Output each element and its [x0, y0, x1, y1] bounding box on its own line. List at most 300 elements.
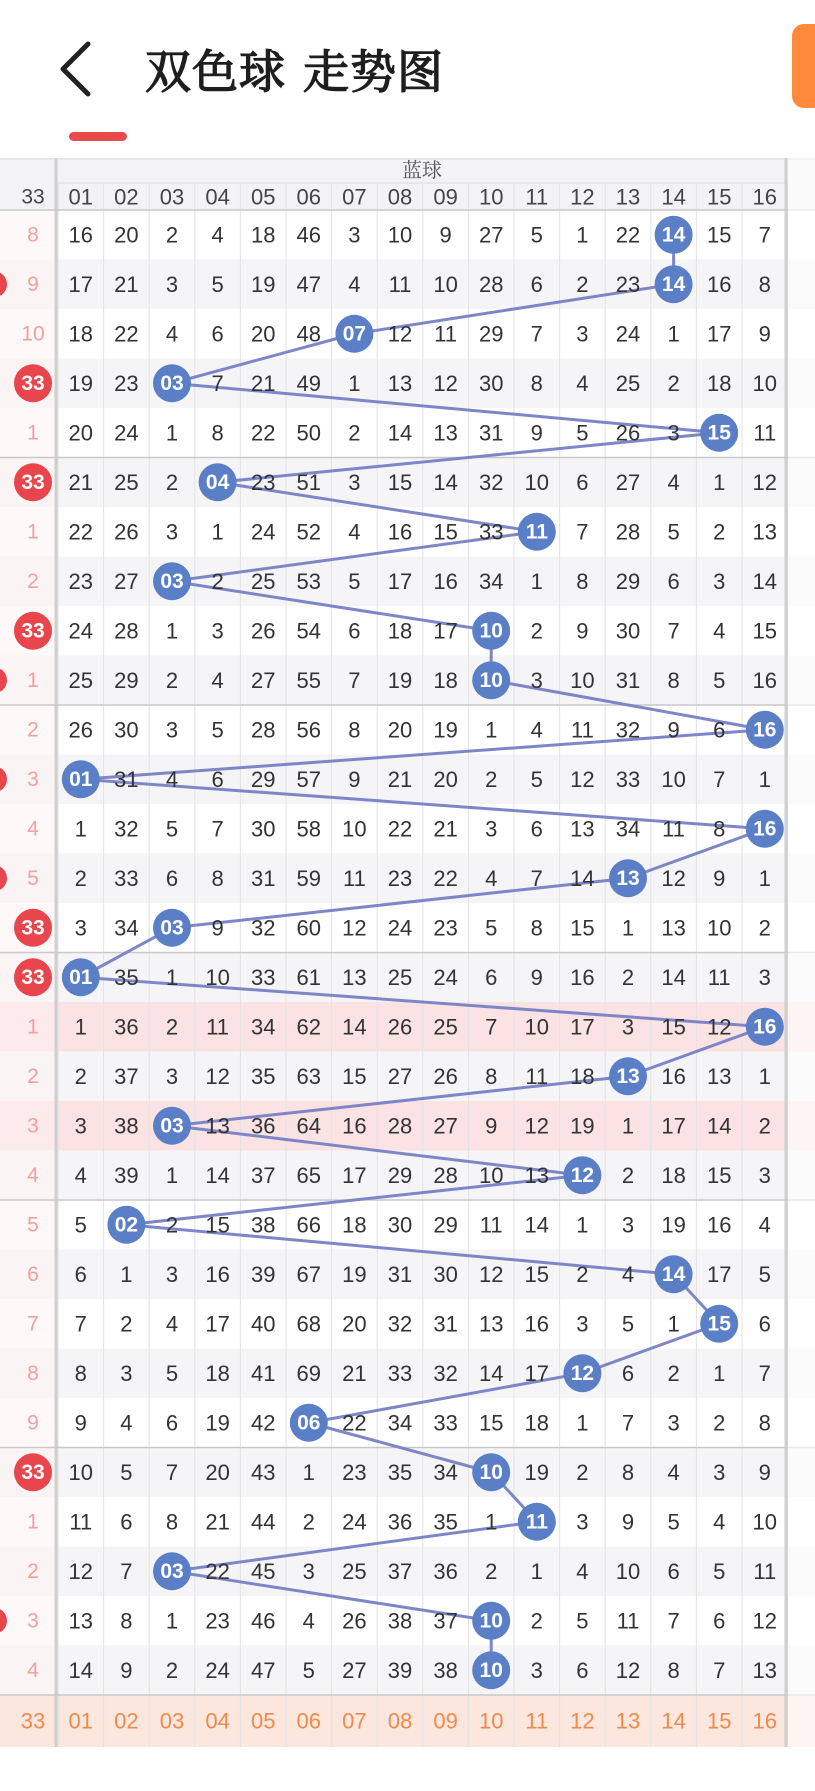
cell-value: 25 — [615, 370, 641, 396]
cell-value: 2 — [576, 1459, 589, 1485]
cell-value: 10 — [205, 964, 230, 990]
cell-value: 31 — [387, 1261, 413, 1287]
cell-value: 3 — [667, 1410, 680, 1436]
cell-value: 55 — [296, 667, 322, 693]
cell-value: 9 — [74, 1410, 87, 1436]
cell-value: 10 — [524, 1014, 550, 1040]
cell-value: 9 — [348, 766, 361, 792]
cell-value: 3 — [667, 420, 680, 446]
cell-value: 3 — [165, 717, 179, 743]
cell-value: 23 — [433, 915, 458, 941]
cell-value: 7 — [758, 1360, 771, 1386]
cell-value: 16 — [68, 222, 94, 248]
footer-col-04: 04 — [205, 1708, 230, 1734]
cell-value: 30 — [387, 1212, 413, 1238]
left-value: 33 — [21, 371, 45, 395]
cell-value: 13 — [524, 1162, 550, 1188]
cell-value: 20 — [387, 717, 413, 743]
cell-value: 24 — [615, 321, 641, 347]
cell-value: 30 — [478, 370, 504, 396]
cell-value: 8 — [530, 915, 543, 941]
cell-value: 7 — [211, 370, 224, 396]
cell-value: 46 — [250, 1608, 276, 1634]
cell-value: 4 — [621, 1261, 635, 1287]
cell-value: 1 — [165, 420, 179, 446]
cell-value: 3 — [165, 271, 179, 297]
left-value: 33 — [21, 965, 45, 989]
cell-value: 26 — [615, 420, 641, 446]
action-button[interactable] — [792, 24, 815, 108]
cell-value: 27 — [615, 469, 641, 495]
cell-value: 23 — [387, 865, 413, 891]
footer-col-01: 01 — [68, 1708, 94, 1734]
cell-value: 20 — [342, 1311, 367, 1337]
cell-value: 3 — [621, 1014, 635, 1040]
cell-value: 5 — [211, 717, 224, 743]
col-header-10: 10 — [478, 184, 504, 210]
left-value: 3 — [27, 1114, 39, 1138]
cell-value: 34 — [433, 1459, 458, 1485]
cell-value: 35 — [433, 1509, 458, 1535]
cell-value: 24 — [205, 1657, 230, 1683]
cell-value: 12 — [205, 1063, 230, 1089]
cell-value: 10 — [478, 1162, 504, 1188]
footer-col-06: 06 — [296, 1708, 322, 1734]
cell-value: 4 — [348, 271, 361, 297]
cell-value: 2 — [165, 469, 179, 495]
cell-value: 15 — [433, 519, 458, 545]
cell-value: 35 — [250, 1063, 276, 1089]
cell-value: 5 — [348, 568, 361, 594]
cell-value: 18 — [661, 1162, 686, 1188]
cell-value: 16 — [387, 519, 413, 545]
cell-value: 29 — [250, 766, 276, 792]
cell-value: 8 — [120, 1608, 133, 1634]
cell-value: 20 — [68, 420, 94, 446]
cell-value: 2 — [576, 271, 589, 297]
cell-value: 2 — [530, 618, 543, 644]
cell-value: 23 — [250, 469, 276, 495]
cell-value: 8 — [667, 1657, 680, 1683]
cell-value: 28 — [615, 519, 641, 545]
cell-value: 14 — [524, 1212, 550, 1238]
cell-value: 38 — [387, 1608, 413, 1634]
cell-value: 25 — [387, 964, 413, 990]
cell-value: 35 — [114, 964, 139, 990]
cell-value: 28 — [478, 271, 504, 297]
left-value: 10 — [21, 322, 45, 346]
back-button[interactable] — [50, 34, 100, 104]
cell-value: 14 — [570, 865, 595, 891]
cell-value: 1 — [576, 1212, 589, 1238]
left-value: 8 — [27, 223, 39, 247]
cell-value: 3 — [211, 618, 224, 644]
cell-value: 16 — [706, 271, 732, 297]
cell-value: 1 — [621, 915, 635, 941]
cell-value: 14 — [706, 1113, 732, 1139]
cell-value: 8 — [758, 1410, 771, 1436]
cell-value: 10 — [68, 1459, 94, 1485]
cell-value: 7 — [211, 816, 224, 842]
footer-col-16: 16 — [752, 1708, 778, 1734]
footer-col-02: 02 — [114, 1708, 139, 1734]
cell-value: 31 — [615, 667, 641, 693]
cell-value: 40 — [250, 1311, 276, 1337]
cell-value: 7 — [530, 321, 543, 347]
cell-value: 28 — [433, 1162, 458, 1188]
cell-value: 3 — [348, 469, 361, 495]
cell-value: 4 — [165, 321, 179, 347]
cell-value: 7 — [530, 865, 543, 891]
cell-value: 2 — [165, 222, 179, 248]
cell-value: 39 — [114, 1162, 139, 1188]
left-value: 33 — [21, 1460, 45, 1484]
cell-value: 16 — [205, 1261, 230, 1287]
cell-value: 4 — [302, 1608, 315, 1634]
cell-value: 6 — [713, 1608, 726, 1634]
cell-value: 4 — [211, 222, 224, 248]
cell-value: 11 — [525, 1063, 549, 1089]
cell-value: 3 — [621, 1212, 635, 1238]
cell-value: 6 — [576, 1657, 589, 1683]
cell-value: 1 — [165, 1162, 179, 1188]
cell-value: 16 — [433, 568, 458, 594]
cell-value: 60 — [296, 915, 322, 941]
blue-ball-value: 11 — [525, 520, 548, 544]
cell-value: 47 — [250, 1657, 276, 1683]
cell-value: 6 — [667, 1558, 680, 1584]
cell-value: 36 — [114, 1014, 139, 1040]
cell-value: 10 — [342, 816, 367, 842]
page-title: 双色球 走势图 — [145, 45, 445, 99]
cell-value: 12 — [478, 1261, 504, 1287]
left-value: 1 — [27, 520, 39, 544]
cell-value: 14 — [387, 420, 413, 446]
cell-value: 31 — [478, 420, 504, 446]
cell-value: 62 — [296, 1014, 322, 1040]
left-value: 4 — [27, 817, 39, 841]
cell-value: 34 — [114, 915, 139, 941]
cell-value: 21 — [342, 1360, 367, 1386]
cell-value: 4 — [74, 1162, 87, 1188]
footer-col-14: 14 — [661, 1708, 686, 1734]
footer-col-03: 03 — [159, 1708, 185, 1734]
cell-value: 47 — [296, 271, 322, 297]
cell-value: 37 — [114, 1063, 139, 1089]
left-value: 6 — [27, 1262, 39, 1286]
cell-value: 1 — [758, 766, 771, 792]
cell-value: 48 — [296, 321, 322, 347]
cell-value: 20 — [114, 222, 139, 248]
cell-value: 12 — [68, 1558, 94, 1584]
cell-value: 2 — [74, 865, 87, 891]
cell-value: 8 — [348, 717, 361, 743]
cell-value: 27 — [478, 222, 504, 248]
cell-value: 4 — [713, 618, 726, 644]
cell-value: 16 — [524, 1311, 550, 1337]
footer-col-10: 10 — [478, 1708, 504, 1734]
cell-value: 21 — [205, 1509, 230, 1535]
cell-value: 5 — [758, 1261, 771, 1287]
cell-value: 21 — [68, 469, 94, 495]
cell-value: 19 — [68, 370, 94, 396]
cell-value: 7 — [758, 222, 771, 248]
trend-grid — [0, 158, 815, 1791]
cell-value: 2 — [211, 568, 224, 594]
col-header-14: 14 — [661, 184, 686, 210]
cell-value: 4 — [530, 717, 543, 743]
cell-value: 66 — [296, 1212, 322, 1238]
cell-value: 15 — [205, 1212, 230, 1238]
cell-value: 6 — [120, 1509, 133, 1535]
cell-value: 7 — [713, 766, 726, 792]
cell-value: 32 — [250, 915, 276, 941]
left-value: 1 — [27, 668, 39, 692]
cell-value: 33 — [387, 1360, 413, 1386]
col-header-12: 12 — [570, 184, 595, 210]
cell-value: 26 — [68, 717, 94, 743]
cell-value: 9 — [120, 1657, 133, 1683]
cell-value: 3 — [713, 568, 726, 594]
cell-value: 13 — [661, 915, 686, 941]
cell-value: 34 — [478, 568, 504, 594]
left-value: 7 — [27, 1312, 39, 1336]
cell-value: 19 — [433, 717, 458, 743]
cell-value: 2 — [165, 1657, 179, 1683]
cell-value: 11 — [388, 271, 412, 297]
blue-ball-value: 12 — [570, 1163, 595, 1187]
cell-value: 19 — [205, 1410, 230, 1436]
cell-value: 39 — [250, 1261, 276, 1287]
cell-value: 31 — [114, 766, 139, 792]
cell-value: 34 — [387, 1410, 413, 1436]
cell-value: 17 — [387, 568, 413, 594]
blue-ball-value: 10 — [479, 668, 503, 692]
cell-value: 21 — [433, 816, 458, 842]
left-value: 3 — [27, 1609, 39, 1633]
cell-value: 4 — [165, 1311, 179, 1337]
cell-value: 10 — [615, 1558, 641, 1584]
cell-value: 13 — [387, 370, 413, 396]
cell-value: 17 — [433, 618, 458, 644]
footer-left: 33 — [20, 1708, 46, 1734]
cell-value: 22 — [387, 816, 413, 842]
cell-value: 50 — [296, 420, 322, 446]
cell-value: 22 — [433, 865, 458, 891]
col-header-11: 11 — [525, 184, 549, 210]
cell-value: 42 — [250, 1410, 276, 1436]
cell-value: 21 — [250, 370, 276, 396]
left-value: 8 — [27, 1361, 39, 1385]
cell-value: 9 — [667, 717, 680, 743]
cell-value: 18 — [524, 1410, 550, 1436]
left-value: 1 — [27, 421, 39, 445]
cell-value: 26 — [342, 1608, 367, 1634]
cell-value: 25 — [114, 469, 139, 495]
cell-value: 8 — [758, 271, 771, 297]
cell-value: 27 — [387, 1063, 413, 1089]
cell-value: 12 — [524, 1113, 550, 1139]
cell-value: 1 — [74, 816, 87, 842]
cell-value: 18 — [706, 370, 732, 396]
cell-value: 24 — [387, 915, 413, 941]
cell-value: 14 — [205, 1162, 230, 1188]
col-header-13: 13 — [615, 184, 641, 210]
cell-value: 1 — [530, 1558, 543, 1584]
footer-col-11: 11 — [525, 1708, 549, 1734]
cell-value: 15 — [706, 1162, 732, 1188]
cell-value: 23 — [342, 1459, 367, 1485]
cell-value: 13 — [752, 519, 778, 545]
cell-value: 65 — [296, 1162, 322, 1188]
cell-value: 3 — [530, 1657, 543, 1683]
cell-value: 9 — [530, 964, 543, 990]
cell-value: 9 — [621, 1509, 635, 1535]
cell-value: 22 — [250, 420, 276, 446]
cell-value: 33 — [250, 964, 276, 990]
cell-value: 1 — [165, 964, 179, 990]
left-value: 1 — [27, 1015, 39, 1039]
cell-value: 13 — [706, 1063, 732, 1089]
cell-value: 6 — [165, 1410, 179, 1436]
col-header-07: 07 — [342, 184, 367, 210]
cell-value: 4 — [348, 519, 361, 545]
blue-ball-value: 14 — [661, 1262, 686, 1286]
cell-value: 13 — [205, 1113, 230, 1139]
cell-value: 5 — [302, 1657, 315, 1683]
cell-value: 19 — [661, 1212, 686, 1238]
cell-value: 22 — [615, 222, 641, 248]
cell-value: 17 — [706, 1261, 732, 1287]
cell-value: 12 — [570, 766, 595, 792]
cell-value: 6 — [348, 618, 361, 644]
app-header — [0, 0, 815, 158]
cell-value: 12 — [342, 915, 367, 941]
cell-value: 25 — [342, 1558, 367, 1584]
cell-value: 3 — [74, 915, 87, 941]
cell-value: 53 — [296, 568, 322, 594]
cell-value: 6 — [530, 271, 543, 297]
cell-value: 5 — [667, 1509, 680, 1535]
cell-value: 23 — [114, 370, 139, 396]
blue-ball-value: 10 — [479, 619, 503, 643]
cell-value: 11 — [479, 1212, 503, 1238]
blue-ball-value: 04 — [205, 470, 230, 494]
col-header-08: 08 — [387, 184, 413, 210]
cell-value: 10 — [752, 370, 778, 396]
cell-value: 4 — [120, 1410, 133, 1436]
cell-value: 67 — [296, 1261, 322, 1287]
cell-value: 63 — [296, 1063, 322, 1089]
cell-value: 6 — [74, 1261, 87, 1287]
cell-value: 29 — [433, 1212, 458, 1238]
cell-value: 4 — [713, 1509, 726, 1535]
cell-value: 41 — [250, 1360, 276, 1386]
cell-value: 17 — [661, 1113, 686, 1139]
cell-value: 6 — [621, 1360, 635, 1386]
left-value: 4 — [27, 1658, 39, 1682]
cell-value: 3 — [165, 519, 179, 545]
cell-value: 5 — [576, 1608, 589, 1634]
cell-value: 1 — [667, 1311, 680, 1337]
blue-ball-value: 03 — [160, 371, 184, 395]
cell-value: 15 — [570, 915, 595, 941]
cell-value: 2 — [667, 370, 680, 396]
cell-value: 12 — [752, 1608, 778, 1634]
cell-value: 64 — [296, 1113, 322, 1139]
cell-value: 28 — [250, 717, 276, 743]
cell-value: 8 — [621, 1459, 635, 1485]
cell-value: 3 — [74, 1113, 87, 1139]
cell-value: 7 — [120, 1558, 133, 1584]
blue-ball-value: 10 — [479, 1658, 503, 1682]
cell-value: 33 — [615, 766, 641, 792]
cell-value: 2 — [348, 420, 361, 446]
blue-ball-value: 06 — [297, 1411, 321, 1435]
cell-value: 6 — [667, 568, 680, 594]
cell-value: 32 — [433, 1360, 458, 1386]
cell-value: 9 — [758, 321, 771, 347]
cell-value: 7 — [576, 519, 589, 545]
left-value: 9 — [27, 272, 39, 296]
cell-value: 30 — [114, 717, 139, 743]
cell-value: 43 — [250, 1459, 276, 1485]
left-col-header: 33 — [21, 185, 45, 209]
cell-value: 13 — [68, 1608, 94, 1634]
cell-value: 10 — [433, 271, 458, 297]
cell-value: 1 — [621, 1113, 635, 1139]
footer-col-07: 07 — [342, 1708, 367, 1734]
cell-value: 21 — [387, 766, 413, 792]
left-value: 5 — [27, 1213, 39, 1237]
cell-value: 7 — [713, 1657, 726, 1683]
cell-value: 2 — [713, 1410, 726, 1436]
footer-col-09: 09 — [433, 1708, 458, 1734]
cell-value: 3 — [530, 667, 543, 693]
trend-chart — [0, 158, 815, 1791]
cell-value: 1 — [165, 1608, 179, 1634]
cell-value: 15 — [524, 1261, 550, 1287]
cell-value: 11 — [616, 1608, 640, 1634]
cell-value: 24 — [433, 964, 458, 990]
cell-value: 2 — [621, 964, 635, 990]
cell-value: 38 — [433, 1657, 458, 1683]
cell-value: 1 — [165, 618, 179, 644]
cell-value: 4 — [576, 1558, 589, 1584]
left-value: 9 — [27, 1411, 39, 1435]
cell-value: 10 — [570, 667, 595, 693]
cell-value: 32 — [478, 469, 504, 495]
cell-value: 13 — [478, 1311, 504, 1337]
cell-value: 1 — [348, 370, 361, 396]
col-header-02: 02 — [114, 184, 139, 210]
cell-value: 19 — [570, 1113, 595, 1139]
cell-value: 28 — [114, 618, 139, 644]
cell-value: 20 — [250, 321, 276, 347]
cell-value: 12 — [433, 370, 458, 396]
cell-value: 17 — [205, 1311, 230, 1337]
cell-value: 22 — [205, 1558, 230, 1584]
footer-col-12: 12 — [570, 1708, 595, 1734]
cell-value: 8 — [713, 816, 726, 842]
cell-value: 3 — [576, 1509, 589, 1535]
cell-value: 33 — [433, 1410, 458, 1436]
cell-value: 16 — [570, 964, 595, 990]
cell-value: 35 — [387, 1459, 413, 1485]
cell-value: 18 — [433, 667, 458, 693]
cell-value: 24 — [114, 420, 139, 446]
cell-value: 22 — [68, 519, 94, 545]
